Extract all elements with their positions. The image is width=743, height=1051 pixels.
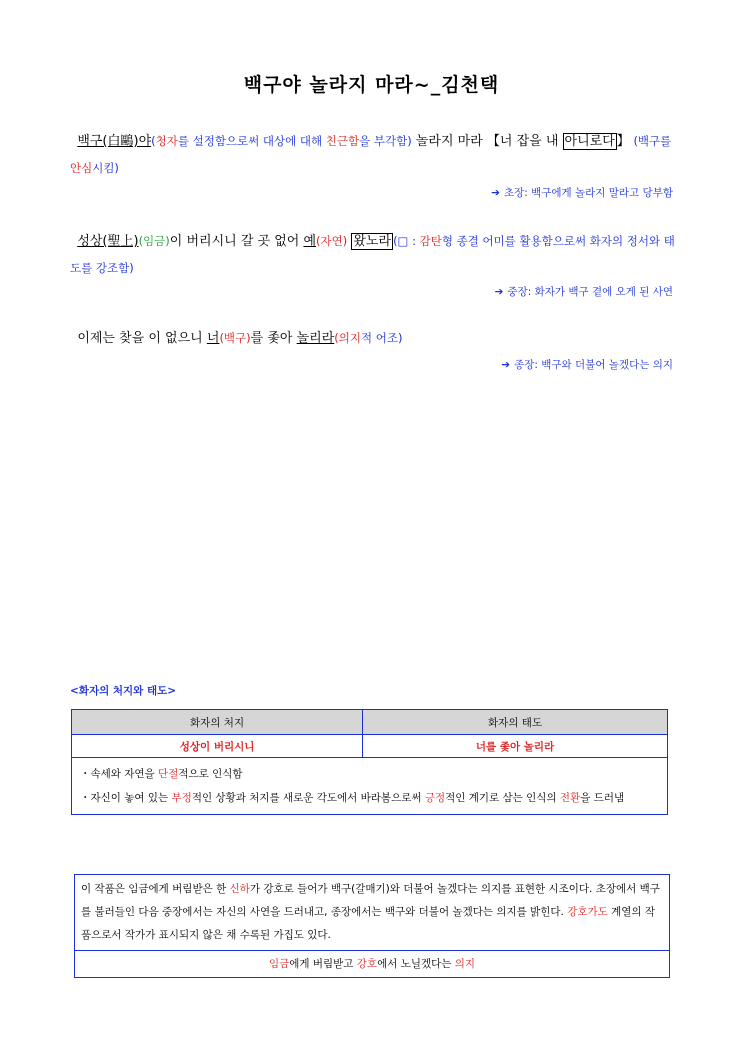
attitude-section-label: <화자의 처지와 태도> — [70, 685, 177, 697]
stanza2-text1: 이 버리시니 갈 곳 없어 — [169, 234, 304, 249]
page-title: 백구야 놀라지 마라~_김천택 — [243, 74, 500, 96]
stanza1-note-c: 친근함 — [325, 134, 360, 148]
summary-b: 신하 — [229, 883, 250, 895]
bullet2-d: 긍정 — [424, 792, 446, 804]
bullet1-c: 적으로 인식함 — [178, 768, 243, 780]
theme-d: 에서 노닐겠다는 — [377, 958, 455, 970]
bullet2-a: ・자신이 놓여 있는 — [80, 792, 172, 804]
theme-a: 임금 — [268, 958, 290, 970]
bullet2-c: 적인 상황과 처지를 새로운 각도에서 바라봄으로써 — [191, 792, 425, 804]
bullet2-e: 적인 계기로 삼는 인식의 — [445, 792, 560, 804]
arrow-right-icon: ➔ — [501, 359, 511, 371]
stanza-3 — [70, 325, 680, 352]
stanza1-note2-b: 안심 — [70, 161, 93, 175]
stanza1-text1: 놀라지 마라 【너 잡을 내 — [411, 134, 563, 149]
summary-paragraph — [75, 875, 669, 951]
summary-d: 강호가도 — [567, 906, 608, 918]
stanza2-boxed: 왔노라 — [353, 234, 392, 249]
bullet2-g: 을 드러냄 — [580, 792, 625, 804]
theme-c: 강호 — [356, 958, 378, 970]
stanza3-text1: 이제는 찾을 이 없으니 — [77, 331, 207, 346]
stanza-1 — [70, 128, 680, 181]
summary-box — [74, 874, 670, 978]
stanza2-note3-a: (□ : — [393, 234, 420, 248]
stanza1-note-a: 청자 — [155, 134, 178, 148]
stanza2-word1: 성상(聖上) — [77, 234, 139, 249]
stanza1-summary — [491, 185, 673, 200]
theme-e: 의지 — [454, 958, 476, 970]
summary-e: 계열의 작품으로서 작가가 표시되지 않은 채 수록된 가집도 있다. — [81, 906, 656, 941]
summary-c: 가 강호로 들어가 백구(갈매기)와 더불어 놀겠다는 의지를 표현한 시조이다. 초장에서 백구를 불러들인 다음 중장에서는 자신의 사연을 드러내고, 종장에서는 백구와 더불어 놀겠다는 의지를 밝힌다. — [81, 883, 660, 918]
stanza2-note3-b: 감탄 — [419, 234, 442, 248]
stanza3-summary-text: 종장: 백구와 더불어 놀겠다는 의지 — [514, 359, 673, 371]
bullet-2 — [80, 786, 659, 810]
stanza1-paren: ( — [151, 134, 156, 148]
attitude-bullets — [72, 758, 668, 815]
bullet2-b: 부정 — [171, 792, 192, 804]
stanza3-text2: 를 좇아 — [250, 331, 297, 346]
bullet2-f: 전환 — [559, 792, 581, 804]
stanza2-word2: 예 — [303, 234, 317, 249]
bullet1-a: ・속세와 자연을 — [80, 768, 159, 780]
stanza2-note3-c: 형 종결 어미를 활용함으로써 화자의 정서와 태도를 강조함) — [70, 234, 675, 275]
stanza2-note1: (임금) — [138, 234, 170, 248]
value-attitude: 너를 좇아 놀리라 — [363, 735, 668, 758]
summary-theme — [75, 951, 669, 977]
stanza1-note-d: 을 부각함) — [359, 134, 412, 148]
stanza1-word: 백구(白鷗)야 — [77, 134, 152, 149]
stanza3-note1: (백구) — [219, 331, 251, 345]
stanza2-summary-text: 중장: 화자가 백구 곁에 오게 된 사연 — [507, 286, 673, 298]
summary-a: 이 작품은 임금에게 버림받은 한 — [81, 883, 230, 895]
bullet-1 — [80, 762, 659, 786]
stanza2-note2: (자연) — [316, 234, 348, 248]
stanza1-note-b: 를 설정함으로써 대상에 대해 — [177, 134, 326, 148]
arrow-right-icon: ➔ — [491, 187, 500, 199]
stanza3-note2-b: 적 어조) — [361, 331, 403, 345]
stanza1-text2: 】 — [616, 134, 630, 149]
stanza1-note2-a: (백구를 — [633, 134, 672, 148]
bullet1-b: 단절 — [158, 768, 179, 780]
stanza3-word2: 놀리라 — [296, 331, 335, 346]
stanza-2 — [70, 228, 680, 281]
value-situation: 성상이 버리시니 — [72, 735, 363, 758]
stanza1-note2-c: 시킴) — [92, 161, 119, 175]
attitude-table — [71, 709, 668, 815]
stanza2-summary — [495, 284, 673, 299]
stanza3-word1: 너 — [206, 331, 220, 346]
stanza1-summary-text: 초장: 백구에게 놀라지 말라고 당부함 — [503, 187, 673, 199]
header-situation: 화자의 처지 — [72, 710, 363, 735]
stanza3-note2-a: (의지 — [334, 331, 361, 345]
header-attitude: 화자의 태도 — [363, 710, 668, 735]
arrow-right-icon: ➔ — [494, 286, 504, 298]
stanza1-boxed: 아니로다 — [564, 134, 615, 149]
stanza3-summary — [501, 357, 673, 372]
theme-b: 에게 버림받고 — [289, 958, 357, 970]
